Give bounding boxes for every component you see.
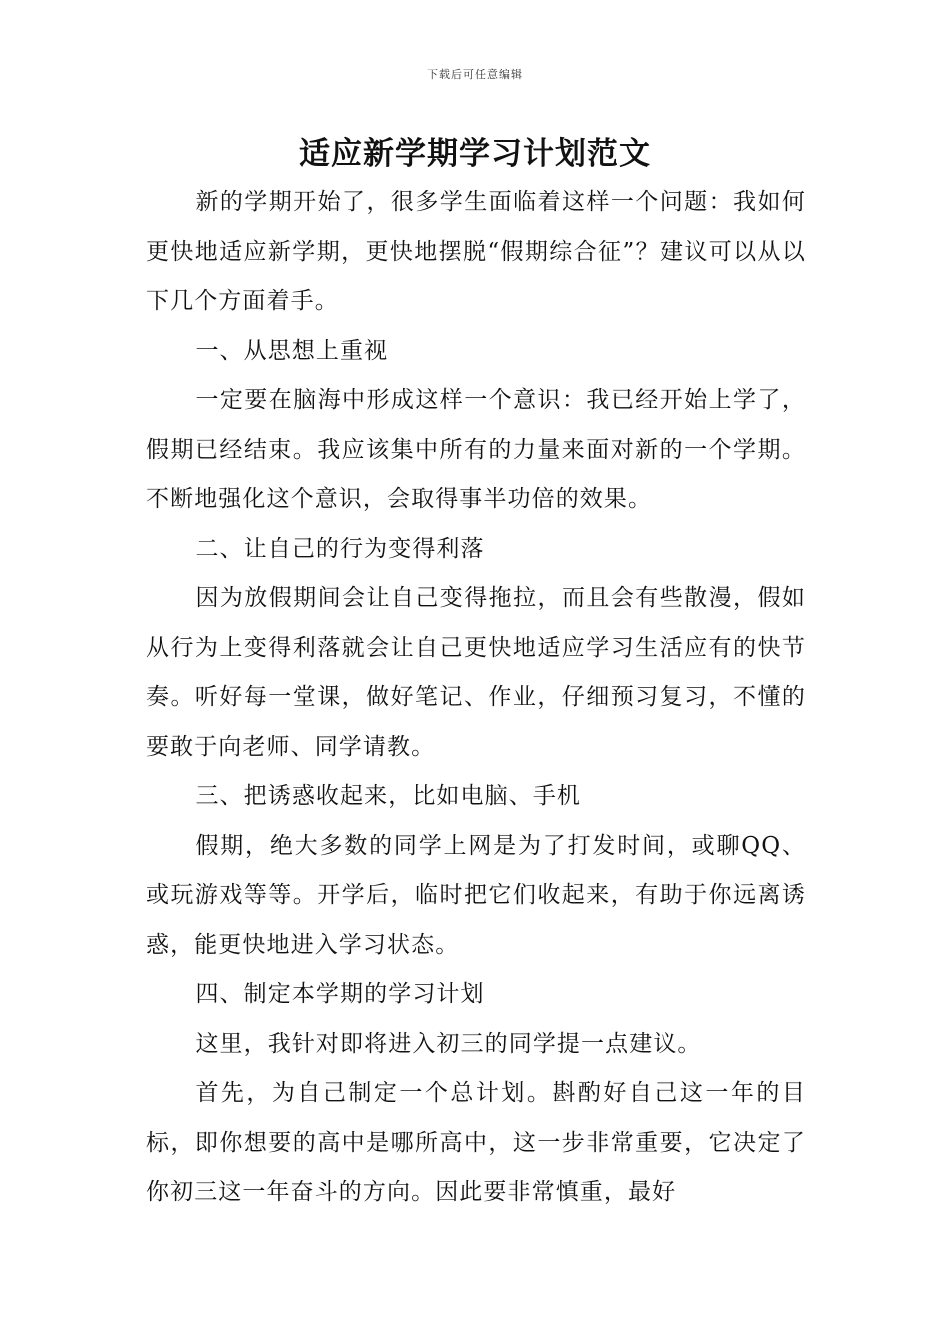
document-body	[146, 178, 806, 1218]
document-title: 适应新学期学习计划范文	[299, 136, 651, 172]
intro-paragraph: 新的学期开始了，很多学生面临着这样一个问题：我如何更快地适应新学期，更快地摆脱“假期综合征”？建议可以从以下几个方面着手。	[146, 189, 806, 314]
section-1-paragraph: 一定要在脑海中形成这样一个意识：我已经开始上学了，假期已经结束。我应该集中所有的力量来面对新的一个学期。不断地强化这个意识，会取得事半功倍的效果。	[146, 387, 806, 512]
header-note: 下载后可任意编辑	[427, 68, 523, 81]
section-heading-3: 三、把诱惑收起来，比如电脑、手机	[195, 783, 582, 809]
section-heading-1: 一、从思想上重视	[195, 337, 389, 364]
section-heading-4: 四、制定本学期的学习计划	[195, 981, 485, 1007]
section-4-paragraph: 首先，为自己制定一个总计划。斟酌好自己这一年的目标，即你想要的高中是哪所高中，这一步非常重要，它决定了你初三这一年奋斗的方向。因此要非常慎重，最好	[146, 1080, 806, 1205]
section-3-paragraph: 假期，绝大多数的同学上网是为了打发时间，或聊QQ、或玩游戏等等。开学后，临时把它们收起来，有助于你远离诱惑，能更快地进入学习状态。	[146, 832, 806, 958]
section-4-intro: 这里，我针对即将进入初三的同学提一点建议。	[195, 1030, 702, 1057]
section-heading-2: 二、让自己的行为变得利落	[195, 535, 485, 562]
section-2-paragraph: 因为放假期间会让自己变得拖拉，而且会有些散漫，假如从行为上变得利落就会让自己更快地适应学习生活应有的快节奏。听好每一堂课，做好笔记、作业，仔细预习复习，不懂的要敢于向老师、同学请教。	[146, 585, 806, 760]
